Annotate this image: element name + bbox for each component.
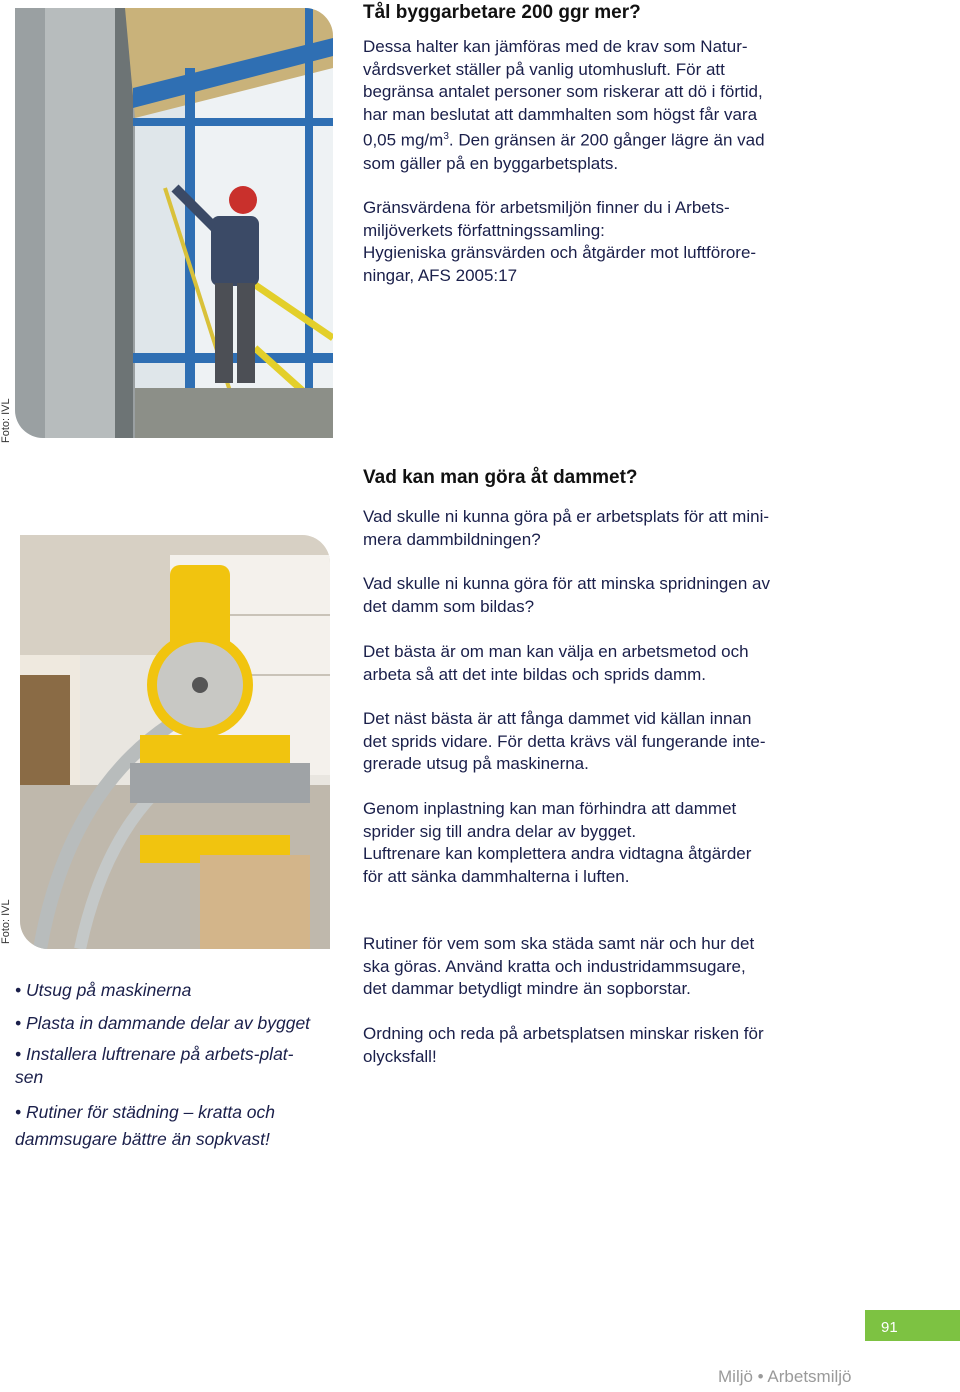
scaffold-worker-photo xyxy=(15,8,333,438)
paragraph: Det bästa är om man kan välja en arbetsmetod och arbeta så att det inte bildas och sprids damm. xyxy=(363,642,749,684)
page-number: 91 xyxy=(865,1310,960,1341)
paragraph: Rutiner för vem som ska städa samt när och hur det ska göras. Använd kratta och industridammsugare, det dammar betydligt mindre än sopborstar. xyxy=(363,934,755,999)
paragraph: Dessa halter kan jämföras med de krav som Natur- vårdsverket ställer på vanlig utomhusluft. För att begränsa antalet personer som riskerar att dö i förtid, har man beslutat att dammhalten som högst får vara 0,05 $mg/m^3$. Den gränsen är 200 gånger lägre än vad som gäller på en byggarbetsplats. xyxy=(363,37,765,173)
paragraph: Vad skulle ni kunna göra på er arbetsplats för att mini- mera dammbildningen? xyxy=(363,507,770,549)
paragraph: Gränsvärdena för arbetsmiljön finner du i Arbets- miljöverkets författningssamling: Hygieniska gränsvärden och åtgärder mot luftförore- ningar, AFS 2005:17 xyxy=(363,198,757,285)
paragraph: Genom inplastning kan man förhindra att dammet sprider sig till andra delar av bygget. Luftrenare kan komplettera andra vidtagna åtgärder för att sänka dammhalterna i luften. xyxy=(363,799,752,886)
list-item: • Installera luftrenare på arbets-plat- sen xyxy=(15,1044,294,1087)
bullet-list xyxy=(15,977,345,1159)
footer-text: Miljö • Arbetsmiljö xyxy=(718,1367,852,1386)
paragraph: Vad skulle ni kunna göra för att minska spridningen av det damm som bildas? xyxy=(363,574,770,616)
list-item: • Rutiner för städning – kratta och dammsugare bättre än sopkvast! xyxy=(15,1102,276,1149)
paragraph: Ordning och reda på arbetsplatsen minskar risken för olycksfall! xyxy=(363,1024,764,1066)
list-item: • Utsug på maskinerna xyxy=(15,980,192,1000)
miter-saw-photo xyxy=(20,535,330,949)
list-item: • Plasta in dammande delar av bygget xyxy=(15,1013,311,1033)
photo-credit: Foto: IVL xyxy=(0,398,12,443)
paragraph: Det näst bästa är att fånga dammet vid källan innan det sprids vidare. För detta krävs väl fungerande inte- grerade utsug på maskinerna. xyxy=(363,709,766,774)
photo-credit: Foto: IVL xyxy=(0,899,12,944)
section-heading: Vad kan man göra åt dammet? xyxy=(363,467,638,488)
section-heading: Tål byggarbetare 200 ggr mer? xyxy=(363,2,641,23)
